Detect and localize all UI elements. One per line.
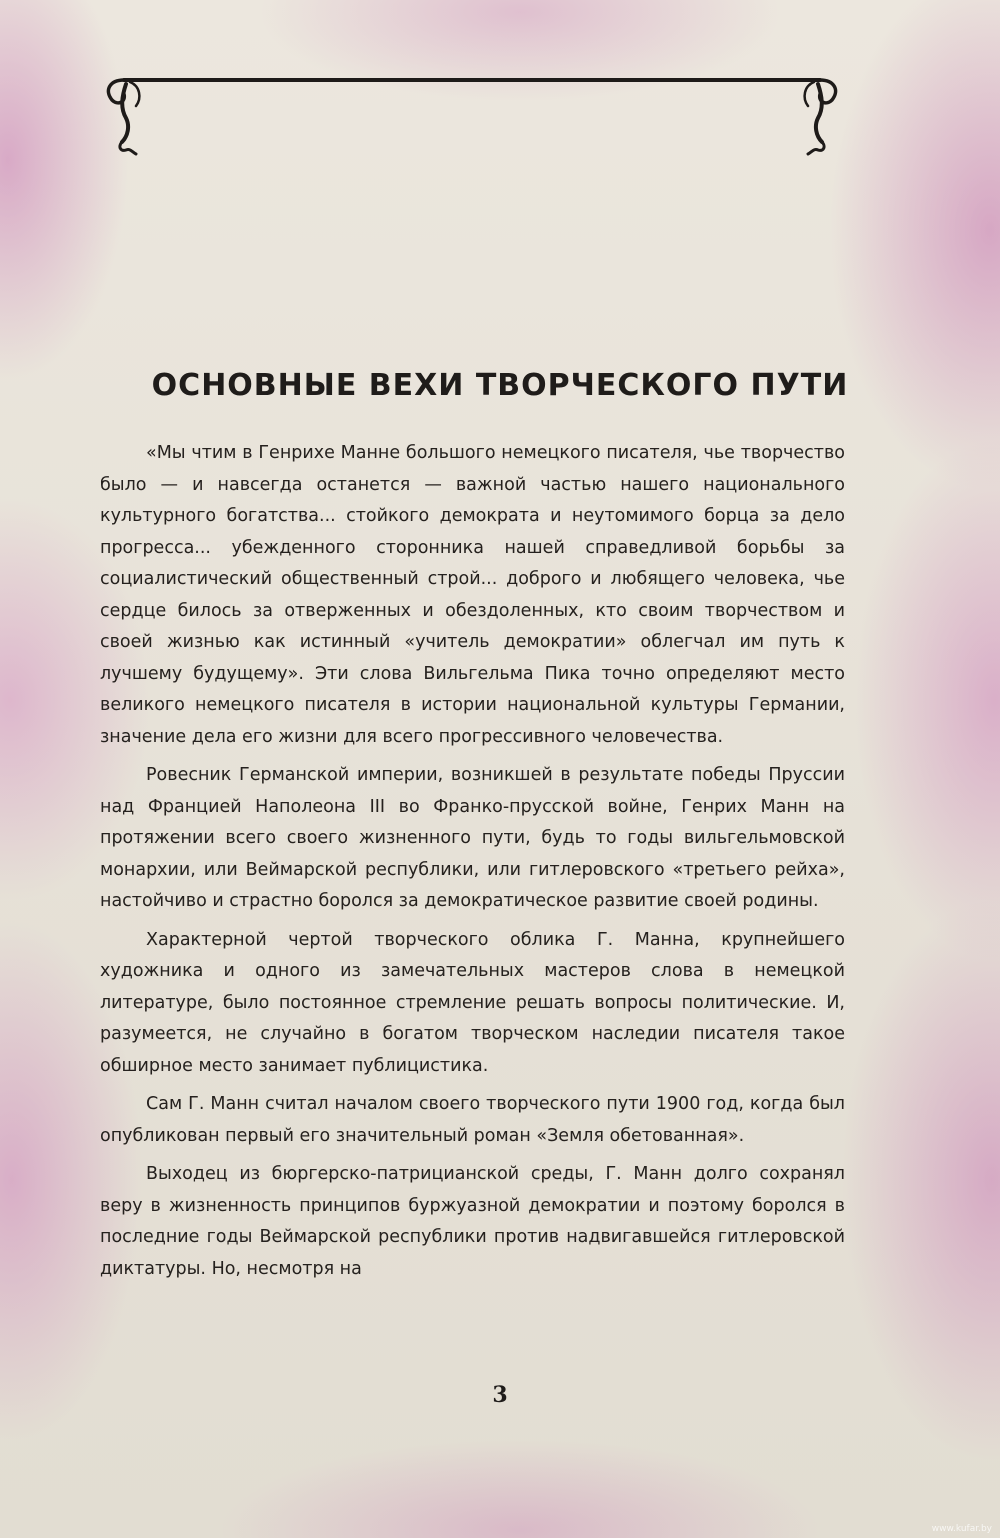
chapter-heading: ОСНОВНЫЕ ВЕХИ ТВОРЧЕСКОГО ПУТИ <box>151 368 849 403</box>
body-text <box>100 438 845 1292</box>
paragraph-4: Сам Г. Манн считал началом своего творческого пути 1900 год, когда был опубликован первый его значительный роман «Земля обетованная». <box>100 1094 845 1146</box>
decorative-header-ornament-icon <box>96 60 848 160</box>
paragraph-2: Ровесник Германской империи, возникшей в результате победы Пруссии над Францией Наполеона III во Франко-прусской войне, Генрих Манн на протяжении всего своего жизненного пути, будь то годы вильгельмовской монархии, или Веймарской республики, или гитлеровского «третьего рейха», настойчиво и страстно боролся за демократическое развитие своей родины. <box>100 765 845 911</box>
paragraph-5: Выходец из бюргерско-патрицианской среды, Г. Манн долго сохранял веру в жизненность принципов буржуазной демократии и поэтому боролся в последние годы Веймарской республики против надвигавшейся гитлеровской диктатуры. Но, несмотря на <box>100 1164 845 1279</box>
page-number: 3 <box>492 1382 508 1408</box>
watermark: www.kufar.by <box>931 1524 992 1534</box>
paragraph-3: Характерной чертой творческого облика Г. Манна, крупнейшего художника и одного из замечательных мастеров слова в немецкой литературе, было постоянное стремление решать вопросы политические. И, разумеется, не случайно в богатом творческом наследии писателя такое обширное место занимает публицистика. <box>100 929 845 1076</box>
paragraph-1: «Мы чтим в Генрихе Манне большого немецкого писателя, чье творчество было — и навсегда останется — важной частью нашего национального культурного богатства... стойкого демократа и неутомимого борца за дело прогресса... убежденного сторонника нашей справедливой борьбы за социалистический общественный строй... доброго и любящего человека, чье сердце билось за отверженных и обездоленных, кто своим творчеством и своей жизнью как истинный «учитель демократии» облегчал им путь к лучшему будущему». Эти слова Вильгельма Пика точно определяют место великого немецкого писателя в истории национальной культуры Германии, значение дела его жизни для всего прогрессивного человечества. <box>100 443 845 747</box>
